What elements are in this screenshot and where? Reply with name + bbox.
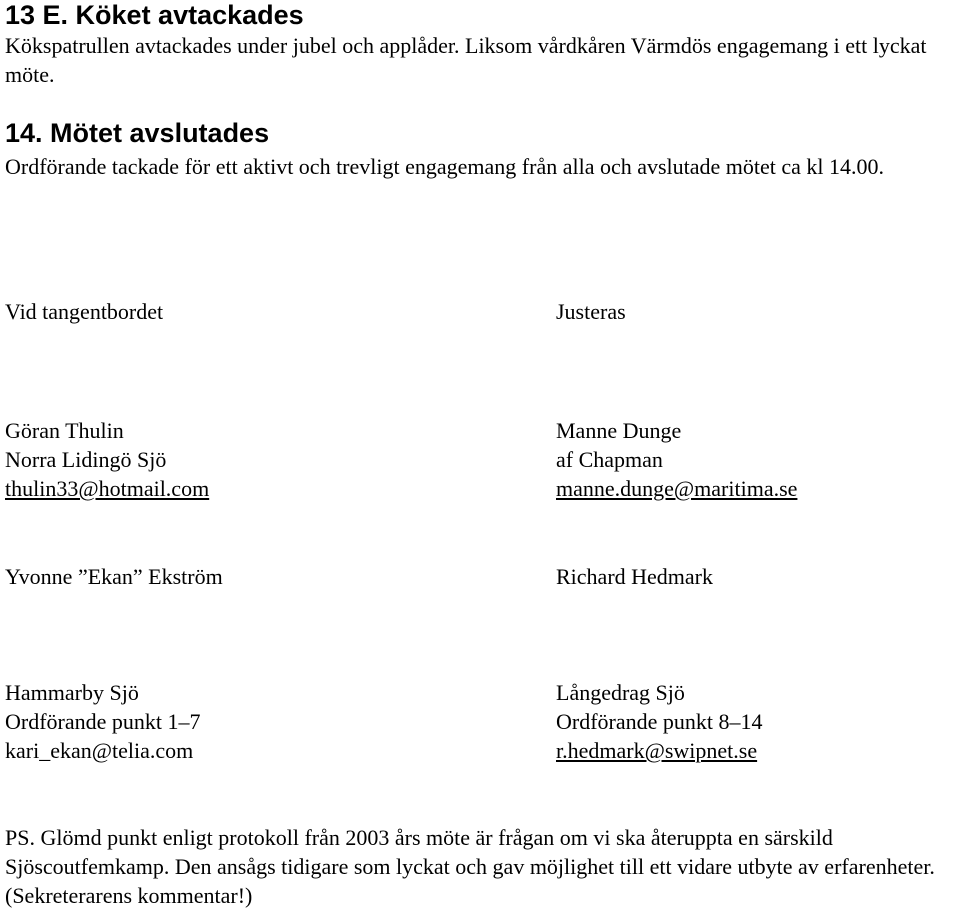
yvonne-email-link[interactable]: kari_ekan@telia.com — [5, 738, 194, 763]
richard-email-link[interactable]: r.hedmark@swipnet.se — [556, 738, 758, 763]
goran-club: Norra Lidingö Sjö — [5, 447, 167, 472]
role-adjusted: Justeras — [556, 299, 626, 324]
manne-name: Manne Dunge — [556, 418, 682, 443]
yvonne-name: Yvonne ”Ekan” Ekström — [5, 564, 223, 589]
section-13-text: Kökspatrullen avtackades under jubel och applåder. Liksom vårdkåren Värmdös engagemang i ett lyckat möte. — [5, 33, 927, 87]
manne-club: af Chapman — [556, 447, 663, 472]
role-keyboard: Vid tangentbordet — [5, 299, 164, 324]
yvonne-role: Ordförande punkt 1–7 — [5, 709, 201, 734]
manne-email-link[interactable]: manne.dunge@maritima.se — [556, 476, 798, 501]
section-13-heading: 13 E. Köket avtackades — [5, 0, 304, 30]
yvonne-club: Hammarby Sjö — [5, 680, 139, 705]
ps-note: PS. Glömd punkt enligt protokoll från 2003 års möte är frågan om vi ska återuppta en särskild Sjöscoutfemkamp. Den ansågs tidigare som lyckat och gav möjlighet till ett vidare utbyte av erfarenheter. (Sekreterarens kommentar!) — [5, 825, 935, 908]
goran-name: Göran Thulin — [5, 418, 124, 443]
section-14-text: Ordförande tackade för ett aktivt och trevligt engagemang från alla och avslutade mötet ca kl 14.00. — [5, 154, 885, 179]
richard-role: Ordförande punkt 8–14 — [556, 709, 763, 734]
section-14-heading: 14. Mötet avslutades — [5, 118, 270, 148]
goran-email-link[interactable]: thulin33@hotmail.com — [5, 476, 210, 501]
richard-club: Långedrag Sjö — [556, 680, 685, 705]
richard-name: Richard Hedmark — [556, 564, 713, 589]
